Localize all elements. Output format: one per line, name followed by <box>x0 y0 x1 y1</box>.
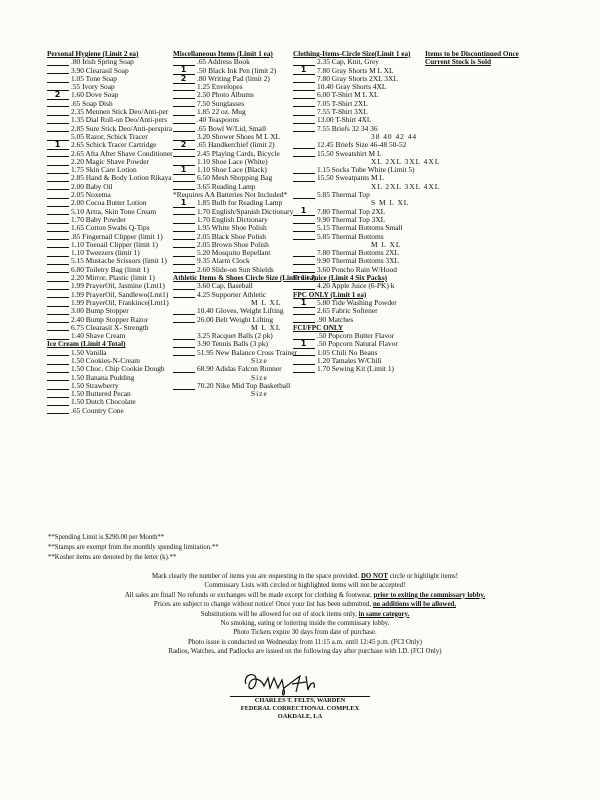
item-label: 1.85 22 oz. Mug <box>197 107 246 117</box>
quantity-blank[interactable] <box>47 250 69 257</box>
quantity-blank[interactable] <box>293 233 315 240</box>
quantity-blank[interactable] <box>173 241 195 248</box>
item-label: 3.90 Tennis Balls (3 pk) <box>197 339 268 349</box>
item-label: 2.60 Slide-on Sun Shields <box>197 264 274 274</box>
order-item <box>293 365 413 373</box>
handwritten-quantity: 1 <box>300 339 307 349</box>
item-label: 9.90 Thermal Top 3XL <box>317 214 386 224</box>
item-label: 2.35 Mennen Stick Deo/Anti-per <box>71 107 169 117</box>
item-label: 6.80 Toiletry Bag (limit 1) <box>71 264 149 274</box>
item-label: 2.20 Mirror, Plastic (limit 1) <box>71 273 155 283</box>
item-label: 7.80 Thermal Bottoms 2XL <box>317 248 399 258</box>
section-header: Athletic Items & Shoes Circle Size (Limit 1 ea) <box>173 274 316 283</box>
quantity-blank[interactable] <box>47 391 69 398</box>
item-label: .65 Bowl W/Lid, Small <box>197 123 267 133</box>
quantity-blank[interactable] <box>173 92 195 99</box>
item-label: 1.70 Sewing Kit (Limit 1) <box>317 364 394 374</box>
quantity-blank[interactable] <box>173 109 195 116</box>
section-header: Clothing-Items-Circle Size(Limit 1 ea) <box>293 50 411 58</box>
quantity-blank[interactable] <box>47 175 69 182</box>
item-label: .50 Popcorn Butter Flavor <box>317 331 395 341</box>
item-label: 2.85 Hand & Body Lotion Rikaya <box>71 173 172 183</box>
item-label: 1.70 Baby Powder <box>71 214 126 224</box>
item-label: 15.50 Sweatshirt M L <box>317 148 382 158</box>
item-label: .50 Black Ink Pen (limit 2) <box>197 65 277 75</box>
note-stamps-exempt: **Stamps are exempt from the monthly spending limitation.** <box>48 544 219 551</box>
item-label: 1.15 Socks Tube White (Limit 5) <box>317 165 415 175</box>
quantity-blank[interactable] <box>293 217 315 224</box>
item-label: .85 Fingernail Clipper (limit 1) <box>71 231 163 241</box>
section-header: Fruit Juice (Limit 4 Six Packs) <box>293 274 388 283</box>
warden-name: CHARLES T. FELTS, WARDEN <box>254 697 346 704</box>
item-label: 1.35 Dial Roll-on Deo/Anti-pers <box>71 115 168 125</box>
rule-sales-final: All sales are final! No refunds or exchanges will be made except for clothing & footwear, prior to exiting the commissary lobby. <box>124 591 486 599</box>
quantity-blank[interactable] <box>47 150 69 157</box>
item-label: 1.99 PrayerOil, Jasmine (Lmt1) <box>71 281 165 291</box>
quantity-blank[interactable] <box>47 100 69 107</box>
item-label: 13.00 T-Shirt 4XL <box>317 115 372 125</box>
item-label: 5.15 Mustache Scissors (limit 1) <box>71 256 167 266</box>
rule-prices: Prices are subject to change without notice! Once your list has been submitted, no additions will be allowed. <box>153 601 457 609</box>
quantity-blank[interactable] <box>173 250 195 257</box>
order-item <box>47 332 169 340</box>
quantity-blank[interactable] <box>47 366 69 373</box>
quantity-blank[interactable] <box>173 141 195 150</box>
quantity-blank[interactable] <box>173 166 195 175</box>
order-item <box>293 307 413 315</box>
quantity-blank[interactable] <box>293 117 315 124</box>
quantity-blank[interactable] <box>173 217 195 224</box>
quantity-blank[interactable] <box>173 84 195 91</box>
quantity-blank[interactable] <box>47 91 69 100</box>
size-options: M L XL <box>371 239 402 249</box>
quantity-blank[interactable] <box>173 208 195 215</box>
quantity-blank[interactable] <box>293 175 315 182</box>
handwritten-quantity: 1 <box>180 164 187 174</box>
item-label: 4.20 Apple Juice (6-PK) k <box>317 281 395 291</box>
item-label: 1.05 Chili No Beans <box>317 347 378 357</box>
handwritten-quantity: 1 <box>54 139 61 149</box>
item-label: 1.65 Cotton Swabs Q-Tips <box>71 223 150 233</box>
quantity-blank[interactable] <box>47 217 69 224</box>
item-label: 1.40 Shave Cream <box>71 331 126 341</box>
order-item <box>293 266 413 274</box>
size-options: 38 40 42 44 <box>371 131 418 141</box>
quantity-blank[interactable] <box>173 383 195 390</box>
item-label: 2.00 Baby Oil <box>71 181 113 191</box>
quantity-blank[interactable] <box>173 316 195 323</box>
order-item <box>47 407 169 415</box>
item-label: 2.65 Schick Tracer Cartridge <box>71 140 157 150</box>
item-label: 26.00 Belt Weight Lifting <box>197 314 274 324</box>
rule-mark-clearly: Mark clearly the number of items you are requesting in the space provided. DO NOT circle or highlight items! <box>151 573 459 580</box>
item-label: 3.60 Cap, Baseball <box>197 281 253 291</box>
quantity-blank[interactable] <box>173 308 195 315</box>
quantity-blank[interactable] <box>293 167 315 174</box>
quantity-blank[interactable] <box>47 283 69 290</box>
quantity-blank[interactable] <box>293 250 315 257</box>
quantity-blank[interactable] <box>293 225 315 232</box>
quantity-blank[interactable] <box>47 192 69 199</box>
item-label: 1.70 English/Spanish Dictionary <box>197 206 294 216</box>
quantity-blank[interactable] <box>47 76 69 83</box>
item-label: 1.50 Dutch Chocolate <box>71 397 136 407</box>
item-label: .65 Handkerchief (limit 2) <box>197 140 275 150</box>
item-label: 6.50 Mesh Shopping Bag <box>197 173 273 183</box>
quantity-blank[interactable] <box>293 84 315 91</box>
item-label: 5.15 Thermal Bottoms Small <box>317 223 403 233</box>
item-label: 2.45 Playing Cards, Bicycle <box>197 148 280 158</box>
item-label: .90 Matches <box>317 314 354 324</box>
rule-no-smoking: No smoking, eating or loitering inside the commissary lobby. <box>220 620 390 628</box>
quantity-blank[interactable] <box>47 109 69 116</box>
item-label: 1.05 Tone Soap <box>71 73 117 83</box>
quantity-blank[interactable] <box>173 117 195 124</box>
handwritten-quantity: 1 <box>300 297 307 307</box>
order-item <box>173 347 297 357</box>
quantity-blank[interactable] <box>47 167 69 174</box>
item-label: 7.50 Sunglasses <box>197 98 245 108</box>
quantity-blank[interactable] <box>293 308 315 315</box>
item-label: 2.50 Photo Albums <box>197 90 254 100</box>
size-options: S M L XL <box>371 198 410 208</box>
quantity-blank[interactable] <box>47 383 69 390</box>
quantity-blank[interactable] <box>293 92 315 99</box>
quantity-blank[interactable] <box>47 183 69 190</box>
note-kosher: **Kosher items are denoted by the letter (k).** <box>48 554 177 561</box>
quantity-blank[interactable] <box>293 283 315 290</box>
handwritten-quantity: 1 <box>300 206 307 216</box>
item-label: 1.50 Strawberry <box>71 380 119 390</box>
item-label: 3.90 Clearasil Soap <box>71 65 129 75</box>
item-label: 2.20 Magic Shave Powder <box>71 156 149 166</box>
item-label: 5.85 Thermal Top <box>317 190 370 200</box>
quantity-blank[interactable] <box>173 199 195 208</box>
item-label: 1.10 Tweezers (limit 1) <box>71 248 140 258</box>
column-hygiene-icecream <box>47 50 173 415</box>
item-label: 2.05 Black Shoe Polish <box>197 231 266 241</box>
item-label: 51.95 New Balance Cross Trainer <box>197 347 297 357</box>
item-label: 3.60 Poncho Rain W/Hood <box>317 264 397 274</box>
item-label: 7.05 T-Shirt 2XL <box>317 98 368 108</box>
item-label: 7.80 Gray Shorts 2XL 3XL <box>317 73 398 83</box>
item-label: 68.90 Adidas Falcon Runner <box>197 364 282 374</box>
quantity-blank[interactable] <box>293 316 315 323</box>
signature-block <box>200 697 400 722</box>
quantity-blank[interactable] <box>47 333 69 340</box>
item-label: 5.10 Artra, Skin Tone Cream <box>71 206 157 216</box>
quantity-blank[interactable] <box>293 76 315 83</box>
item-label: 1.70 English Dictionary <box>197 214 268 224</box>
quantity-blank[interactable] <box>47 308 69 315</box>
rule-photo-issue: Photo issue is conducted on Wednesday from 11:15 a.m. until 12:45 p.m. (FCI Only) <box>188 638 422 646</box>
item-label: 2.05 Brown Shoe Polish <box>197 239 269 249</box>
quantity-blank[interactable] <box>173 266 195 273</box>
quantity-blank[interactable] <box>293 349 315 356</box>
size-options: XL 2XL 3XL 4XL <box>371 181 441 191</box>
item-label: 10.40 Gray Shorts 4XL <box>317 82 387 92</box>
spending-notes <box>48 533 219 563</box>
quantity-blank[interactable] <box>47 59 69 66</box>
quantity-blank[interactable] <box>47 349 69 356</box>
section-header: Items to be Discontinued Once Current Stock is Sold <box>425 50 519 67</box>
item-label: 70.20 Nike Mid Top Basketball <box>197 380 291 390</box>
rule-photo-tickets: Photo Tickets expire 30 days from date of purchase. <box>233 629 377 637</box>
quantity-blank[interactable] <box>173 125 195 132</box>
column-discontinued <box>425 50 545 67</box>
section-header: FPC ONLY (Limit 1 ea) <box>293 290 367 299</box>
quantity-blank[interactable] <box>293 100 315 107</box>
item-label: 1.60 Dove Soap <box>71 90 119 100</box>
quantity-blank[interactable] <box>47 291 69 298</box>
quantity-blank[interactable] <box>173 175 195 182</box>
quantity-blank[interactable] <box>47 200 69 207</box>
handwritten-quantity: 1 <box>180 198 187 207</box>
item-label: 3.25 Racquet Balls (2 pk) <box>197 331 273 341</box>
item-label: 6.00 T-Shirt M L XL <box>317 90 379 100</box>
quantity-blank[interactable] <box>173 150 195 157</box>
quantity-blank[interactable] <box>173 333 195 340</box>
item-label: 3.65 Reading Lamp <box>197 181 256 191</box>
quantity-blank[interactable] <box>47 407 69 414</box>
item-label: 5.05 Razor, Schick Tracer <box>71 131 148 141</box>
item-label: 7.80 Gray Shorts M L XL <box>317 65 394 75</box>
item-label: 1.50 Buttered Pecan <box>71 389 131 399</box>
section-header: FCI/FPC ONLY <box>293 323 344 332</box>
quantity-blank[interactable] <box>47 399 69 406</box>
quantity-blank[interactable] <box>293 207 315 216</box>
item-label: .80 Writing Pad (limit 2) <box>197 73 270 83</box>
item-label: 1.99 PrayerOil, Frankince(Lmt1) <box>71 297 169 307</box>
item-label: 2.35 Cap, Knit, Grey <box>317 57 379 67</box>
quantity-blank[interactable] <box>173 225 195 232</box>
item-label: 1.50 Cookies-N-Cream <box>71 355 140 365</box>
item-label: 1.25 Envelopes <box>197 82 243 92</box>
order-item <box>173 365 291 373</box>
order-item <box>293 316 413 324</box>
quantity-blank[interactable] <box>293 340 315 349</box>
item-label: .50 Popcorn Natural Flavor <box>317 339 398 349</box>
item-label: 7.55 Briefs 32 34 36 <box>317 123 378 133</box>
quantity-blank[interactable] <box>293 109 315 116</box>
quantity-blank[interactable] <box>47 300 69 307</box>
quantity-blank[interactable] <box>293 125 315 132</box>
item-label: .80 Irish Spring Soap <box>71 57 134 67</box>
quantity-blank[interactable] <box>47 125 69 132</box>
item-label: 5.80 Tide Washing Powder <box>317 297 397 307</box>
order-item <box>173 266 291 274</box>
item-label: .40 Teaspoons <box>197 115 240 125</box>
quantity-blank[interactable] <box>173 291 195 298</box>
item-label: .65 Soap Dish <box>71 98 113 108</box>
order-item <box>293 282 413 290</box>
quantity-blank[interactable] <box>47 316 69 323</box>
quantity-blank[interactable] <box>293 66 315 75</box>
item-label: 2.65 Fabric Softener <box>317 306 378 316</box>
item-label: 1.85 Bulb for Reading Lamp <box>197 198 283 208</box>
quantity-blank[interactable] <box>173 341 195 348</box>
item-label: .65 Address Book <box>197 57 250 67</box>
item-label: 1.75 Skin Care Lotion <box>71 165 137 175</box>
quantity-blank[interactable] <box>293 266 315 273</box>
quantity-blank[interactable] <box>47 117 69 124</box>
item-label: 15.50 Sweatpants M L <box>317 173 384 183</box>
size-options: M L XL <box>251 322 282 332</box>
item-label: 1.95 White Shoe Polish <box>197 223 267 233</box>
section-header: Ice Cream (Limit 4 Total) <box>47 340 126 349</box>
quantity-blank[interactable] <box>293 366 315 373</box>
quantity-blank[interactable] <box>47 324 69 331</box>
quantity-blank[interactable] <box>47 358 69 365</box>
note-spending-limit: **Spending Limit is $290.00 per Month** <box>48 534 165 541</box>
quantity-blank[interactable] <box>173 283 195 290</box>
item-label: 1.10 Toenail Clipper (limit 1) <box>71 239 158 249</box>
quantity-blank[interactable] <box>47 208 69 215</box>
item-label: 3.20 Shower Shoes M L XL <box>197 131 281 141</box>
item-label: 5.85 Thermal Bottoms <box>317 231 384 241</box>
handwritten-quantity: 1 <box>180 65 187 75</box>
section-header: Personal Hygiene (Limit 2 ea) <box>47 50 139 58</box>
handwritten-quantity: 2 <box>180 139 187 149</box>
item-label: 9.35 Alarm Clock <box>197 256 250 266</box>
size-options: Size <box>251 355 268 365</box>
item-label: 5.20 Mosquito Repellant <box>197 248 271 258</box>
rule-radios-watches: Radios, Watches, and Padlocks are issued on the following day after purchase with I.D. (FCI Only) <box>168 648 442 656</box>
quantity-blank[interactable] <box>293 358 315 365</box>
quantity-blank[interactable] <box>173 75 195 84</box>
item-label: 1.10 Shoe Lace (White) <box>197 156 268 166</box>
item-label: 1.20 Tamales W/Chili <box>317 355 382 365</box>
quantity-blank[interactable] <box>47 159 69 166</box>
item-label: 1.99 PrayerOil, Sandlewo(Lmt1) <box>71 289 169 299</box>
quantity-blank[interactable] <box>47 258 69 265</box>
handwritten-quantity: 2 <box>54 90 61 100</box>
order-item <box>173 382 291 390</box>
item-label: 1.50 Banana Pudding <box>71 372 135 382</box>
quantity-blank[interactable] <box>173 100 195 107</box>
rule-substitutions: Substitutions will be allowed for out of stock items only, in same category. <box>200 610 410 618</box>
item-label: 1.50 Choc. Chip Cookie Dough <box>71 364 165 374</box>
item-label: 12.45 Briefs Size 46-48 50-52 <box>317 140 407 150</box>
item-label: 2.05 Noxema <box>71 190 111 200</box>
item-label: .55 Ivory Soap <box>71 82 115 92</box>
item-label: 7.55 T-Shirt 3XL <box>317 107 368 117</box>
quantity-blank[interactable] <box>47 241 69 248</box>
quantity-blank[interactable] <box>47 275 69 282</box>
handwritten-quantity: 1 <box>300 65 307 75</box>
quantity-blank[interactable] <box>47 266 69 273</box>
item-label: 2.40 Bump Stopper Razor <box>71 314 149 324</box>
quantity-blank[interactable] <box>173 233 195 240</box>
quantity-blank[interactable] <box>173 349 195 356</box>
commissary-rules <box>60 572 550 657</box>
item-label: 4.25 Supporter Athletic <box>197 289 267 299</box>
item-label: 3.00 Bump Stopper <box>71 306 129 316</box>
size-options: M L XL <box>251 297 282 307</box>
column-clothing-juice-fpc <box>293 50 441 374</box>
quantity-blank[interactable] <box>47 141 69 150</box>
quantity-blank[interactable] <box>293 258 315 265</box>
quantity-blank[interactable] <box>293 142 315 149</box>
quantity-blank[interactable] <box>47 225 69 232</box>
quantity-blank[interactable] <box>293 150 315 157</box>
item-label: 10.40 Gloves, Weight Lifting <box>197 306 284 316</box>
quantity-blank[interactable] <box>173 258 195 265</box>
quantity-blank[interactable] <box>47 233 69 240</box>
item-label: 1.50 Vanilla <box>71 347 107 357</box>
quantity-blank[interactable] <box>293 299 315 308</box>
item-label: 7.80 Thermal Top 2XL <box>317 206 386 216</box>
item-label: 6.75 Clearasil X- Strength <box>71 322 149 332</box>
size-options: Size <box>251 372 268 382</box>
section-header: Miscellaneous Items (Limit 1 ea) <box>173 50 273 58</box>
handwritten-quantity: 2 <box>180 73 187 83</box>
quantity-blank[interactable] <box>47 67 69 74</box>
item-label: 9.90 Thermal Bottoms 3XL <box>317 256 399 266</box>
rule-no-circled: Commissary Lists with circled or highlighted items will not be accepted! <box>204 582 406 590</box>
item-label: 1.10 Shoe Lace (Black) <box>197 165 267 175</box>
item-label: 2.00 Cocoa Butter Lotion <box>71 198 147 208</box>
warden-signature <box>240 668 360 698</box>
quantity-blank[interactable] <box>47 374 69 381</box>
facility-name: FEDERAL CORRECTIONAL COMPLEX <box>240 705 360 713</box>
item-label: *Requires AA Batteries Not Included* <box>173 190 288 200</box>
item-label: 2.85 Sure Stick Deo/Anti-perspira <box>71 123 172 133</box>
column-misc-athletic <box>173 50 316 399</box>
item-label: .65 Country Cone <box>71 405 124 415</box>
quantity-blank[interactable] <box>173 366 195 373</box>
quantity-blank[interactable] <box>293 192 315 199</box>
size-options: XL 2XL 3XL 4XL <box>371 156 441 166</box>
facility-location: OAKDALE, LA <box>277 713 323 721</box>
item-label: 2.65 Afta After Shave Conditioner <box>71 148 173 158</box>
size-options: Size <box>251 389 268 399</box>
